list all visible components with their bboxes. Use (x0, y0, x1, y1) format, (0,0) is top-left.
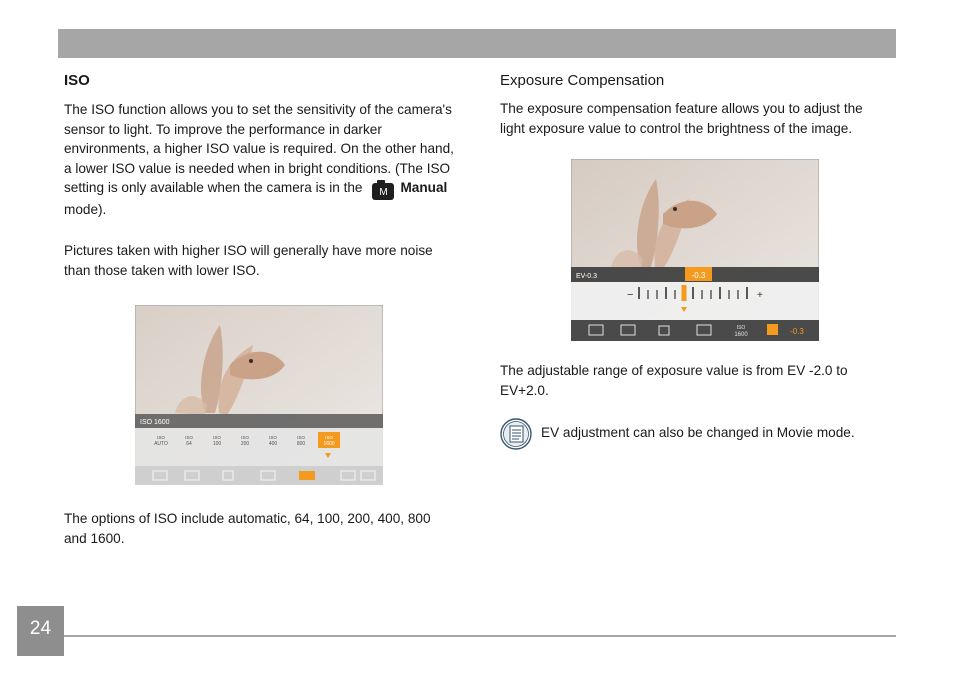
ev-plus-sign: + (757, 290, 763, 301)
ev-camera-screen (571, 159, 819, 341)
svg-text:400: 400 (268, 441, 278, 447)
svg-text:ISO: ISO (241, 435, 249, 440)
iso-heading: ISO (64, 72, 90, 89)
svg-text:800: 800 (296, 441, 306, 447)
ev-bottom-iso-top: ISO (736, 325, 746, 331)
ev-bottom-exposure-icon (767, 324, 778, 335)
iso-description-text: The ISO function allows you to set the sensitivity of the camera's sensor to light. To improve the performance in darker environments, a higher ISO value is required. On the other hand, a lower ISO value is needed when in bright conditions. (The ISO setting is only available when the camera is in the (64, 102, 454, 195)
header-bar (58, 29, 896, 58)
iso-screen-label: ISO 1600 (140, 419, 170, 426)
iso-option-1600 (318, 432, 340, 448)
iso-option-100 (213, 435, 222, 447)
svg-text:AUTO: AUTO (154, 441, 168, 447)
iso-option-800 (297, 435, 306, 447)
svg-text:1600: 1600 (323, 441, 335, 447)
iso-option-400 (269, 435, 278, 447)
svg-text:100: 100 (212, 441, 222, 447)
svg-text:ISO: ISO (269, 435, 277, 440)
ev-bottom-iso-value: 1600 (734, 332, 748, 338)
camera-manual-mode-icon: M (372, 183, 394, 200)
iso-bottom-active (299, 471, 315, 480)
ev-value-badge: -0.3 (691, 271, 706, 280)
footer-line (64, 635, 896, 637)
svg-text:ISO: ISO (213, 435, 221, 440)
note-text: EV adjustment can also be changed in Movie mode. (541, 425, 855, 440)
ev-screen-label: EV-0.3 (576, 273, 598, 280)
note-box (500, 418, 890, 452)
ev-description: The exposure compensation feature allows you to adjust the light exposure value to control the brightness of the image. (500, 101, 863, 136)
svg-text:ISO: ISO (157, 435, 165, 440)
iso-option-200 (241, 435, 250, 447)
svg-text:ISO: ISO (325, 435, 333, 440)
ev-tick-selected (682, 285, 687, 301)
ev-minus-sign: − (627, 289, 634, 301)
page-number: 24 (29, 618, 52, 639)
page-number-box (17, 606, 64, 656)
svg-text:ISO: ISO (297, 435, 305, 440)
iso-options-text: The options of ISO include automatic, 64, 100, 200, 400, 800 and 1600. (64, 511, 431, 546)
ev-range-text: The adjustable range of exposure value is from EV -2.0 to EV+2.0. (500, 363, 848, 398)
iso-camera-screen (135, 305, 383, 485)
svg-text:64: 64 (186, 441, 192, 447)
manual-mode-label: Manual (400, 180, 448, 195)
ev-bottom-value: -0.3 (790, 327, 804, 336)
iso-noise-note: Pictures taken with higher ISO will generally have more noise than those taken with lower ISO. (64, 243, 433, 278)
ev-heading: Exposure Compensation (500, 72, 665, 89)
mode-suffix: mode). (64, 202, 107, 217)
svg-text:200: 200 (240, 441, 250, 447)
note-icon (500, 418, 532, 450)
iso-description (64, 100, 456, 220)
svg-text:ISO: ISO (185, 435, 193, 440)
